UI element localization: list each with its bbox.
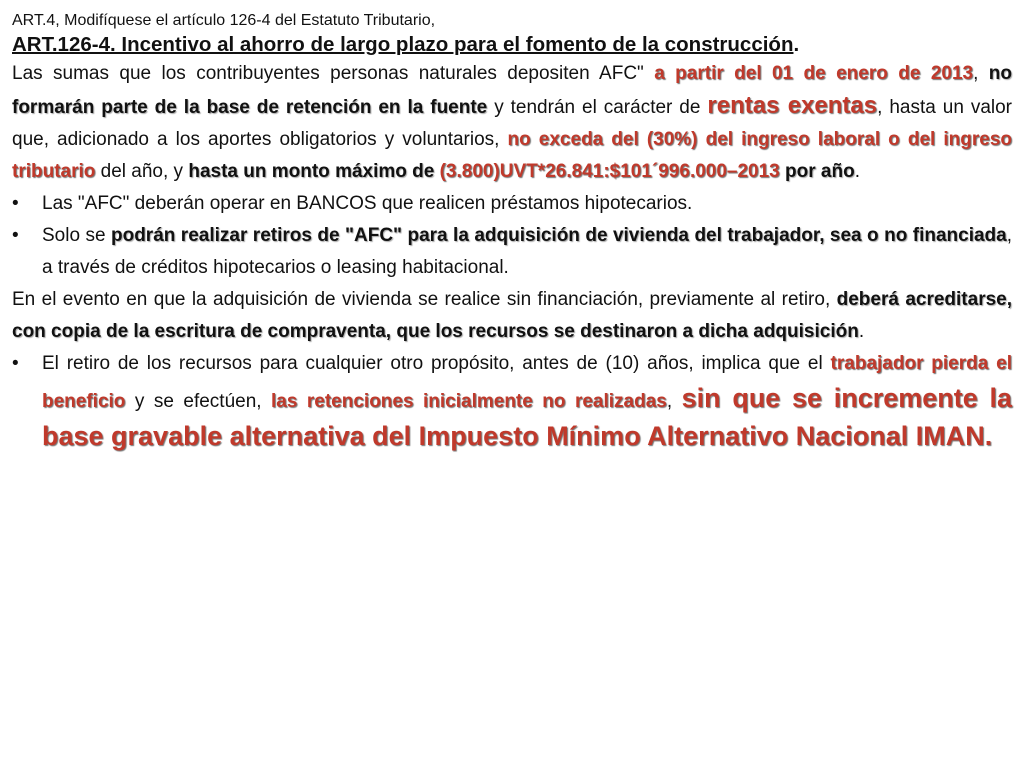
- bullet-early-withdrawal: [12, 348, 1012, 456]
- intro-line: ART.4, Modifíquese el artículo 126-4 del Estatuto Tributario,: [12, 12, 436, 29]
- emphasis-date: a partir del 01 de enero de 2013: [654, 63, 974, 84]
- emphasis-rentas-exentas: rentas exentas: [707, 92, 878, 119]
- emphasis-deed-proof: deberá acreditarse, con copia de la escritura de compraventa, que los recursos se destinaron a dicha adquisición: [12, 289, 1012, 342]
- text-run: y se efectúen,: [125, 391, 272, 412]
- text-run: El retiro de los recursos para cualquier otro propósito, antes de (10) años, implica que el: [42, 353, 831, 374]
- text-run: .: [858, 321, 865, 342]
- emphasis-retention: no formarán parte de la base de retención en la fuente: [12, 63, 1012, 118]
- text-run: En el evento en que la adquisición de vivienda se realice sin financiación, previamente al retiro,: [12, 289, 837, 310]
- paragraph-no-financing: [12, 284, 1012, 348]
- emphasis-max-amount: hasta un monto máximo de: [188, 161, 435, 182]
- paragraph-afc-deposits: [12, 58, 1012, 188]
- bullet-marker: •: [12, 353, 19, 374]
- emphasis-limit: no exceda del (30%) del ingreso laboral o del ingreso tributario: [12, 129, 1012, 182]
- text-run: .: [854, 161, 860, 182]
- emphasis-retentions: las retenciones inicialmente no realizadas: [271, 391, 667, 412]
- article-heading: [12, 32, 1012, 58]
- text-run: ,: [666, 391, 682, 412]
- text-run: Las sumas que los contribuyentes personas naturales depositen AFC": [12, 63, 655, 84]
- bullet-text: [42, 348, 1012, 456]
- text-run: ,: [973, 63, 989, 84]
- bullet-afc-banks: [12, 188, 1012, 220]
- emphasis-per-year: por año: [785, 161, 855, 182]
- article-ref: ART.126-4: [12, 33, 110, 56]
- emphasis-iman: sin que se incremente la base gravable alternativa del Impuesto Mínimo Alternativo Nacional IMAN.: [42, 383, 1012, 451]
- emphasis-withdrawal-purpose: podrán realizar retiros de "AFC" para la adquisición de vivienda del trabajador, sea o no financiada: [110, 225, 1007, 246]
- emphasis-uvt-value: (3.800)UVT*26.841:$101´996.000–2013: [439, 161, 780, 182]
- bullet-text: [42, 220, 1012, 284]
- article-title: . Incentivo al ahorro de largo plazo para el fomento de la construcción: [110, 33, 794, 56]
- text-run: y tendrán el carácter de: [487, 97, 708, 118]
- heading-end: .: [793, 33, 800, 56]
- text-run: del año, y: [95, 161, 189, 182]
- text-run: , hasta un valor que, adicionado a los aportes obligatorios y voluntarios,: [12, 97, 1012, 150]
- text-run: Solo se: [42, 225, 111, 246]
- text-run: , a través de créditos hipotecarios o leasing habitacional.: [42, 225, 1013, 278]
- emphasis-lose-benefit: trabajador pierda el beneficio: [42, 353, 1012, 412]
- bullet-withdrawals: [12, 220, 1012, 284]
- bullet-text: Las "AFC" deberán operar en BANCOS que realicen préstamos hipotecarios.: [42, 193, 693, 214]
- bullet-marker: •: [12, 225, 19, 246]
- bullet-marker: •: [12, 193, 19, 214]
